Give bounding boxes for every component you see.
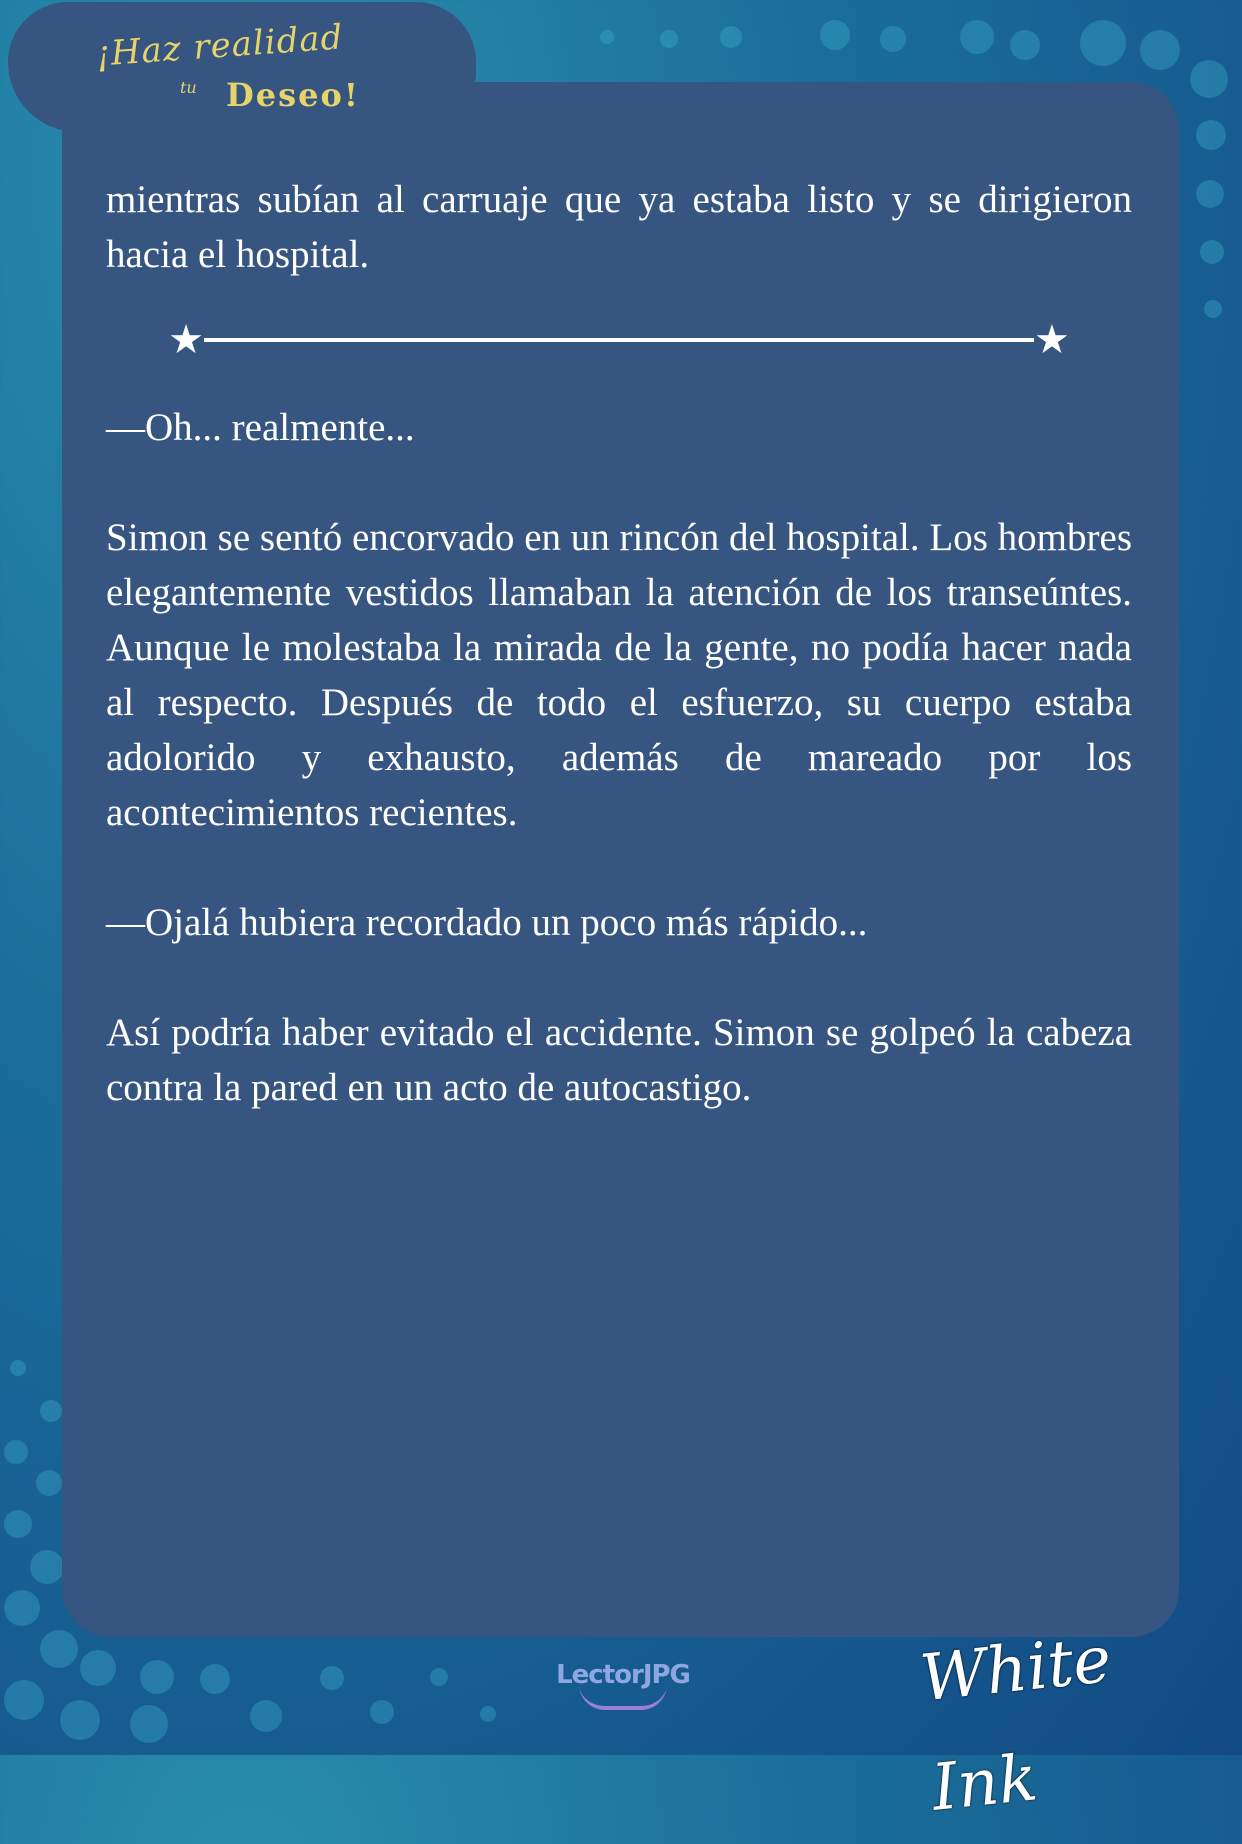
logo-line-3: Deseo! (226, 76, 360, 114)
paragraph-3: Simon se sentó encorvado en un rincón del hospital. Los hombres elegantemente vestidos llamaban la atención de los transeúntes. Aunque le molestaba la mirada de la gente, no podía hacer nada al respecto. Después de todo el esfuerzo, su cuerpo estaba adolorido y exhausto, además de mareado por los acontecimientos recientes. (106, 516, 1132, 834)
page-text (106, 172, 1132, 1115)
paragraph-1: mientras subían al carruaje que ya estaba listo y se dirigieron hacia el hospital. (106, 178, 1132, 276)
paragraph-4: —Ojalá hubiera recordado un poco más rápido... (106, 901, 868, 944)
watermark-text: LectorJPG (556, 1660, 690, 1690)
logo (92, 17, 382, 122)
logo-line-2: tu (180, 78, 197, 97)
white-ink-signature: White Ink (916, 1622, 1115, 1826)
logo-line-1: ¡Haz realidad (94, 17, 345, 75)
star-icon: ★ (168, 317, 204, 363)
star-icon: ★ (1034, 317, 1070, 363)
divider-line (204, 338, 1034, 342)
scene-divider (106, 317, 1132, 363)
paragraph-2: —Oh... realmente... (106, 406, 415, 449)
paragraph-5: Así podría haber evitado el accidente. Simon se golpeó la cabeza contra la pared en un acto de autocastigo. (106, 1011, 1132, 1109)
lectorjpg-watermark (548, 1660, 698, 1710)
